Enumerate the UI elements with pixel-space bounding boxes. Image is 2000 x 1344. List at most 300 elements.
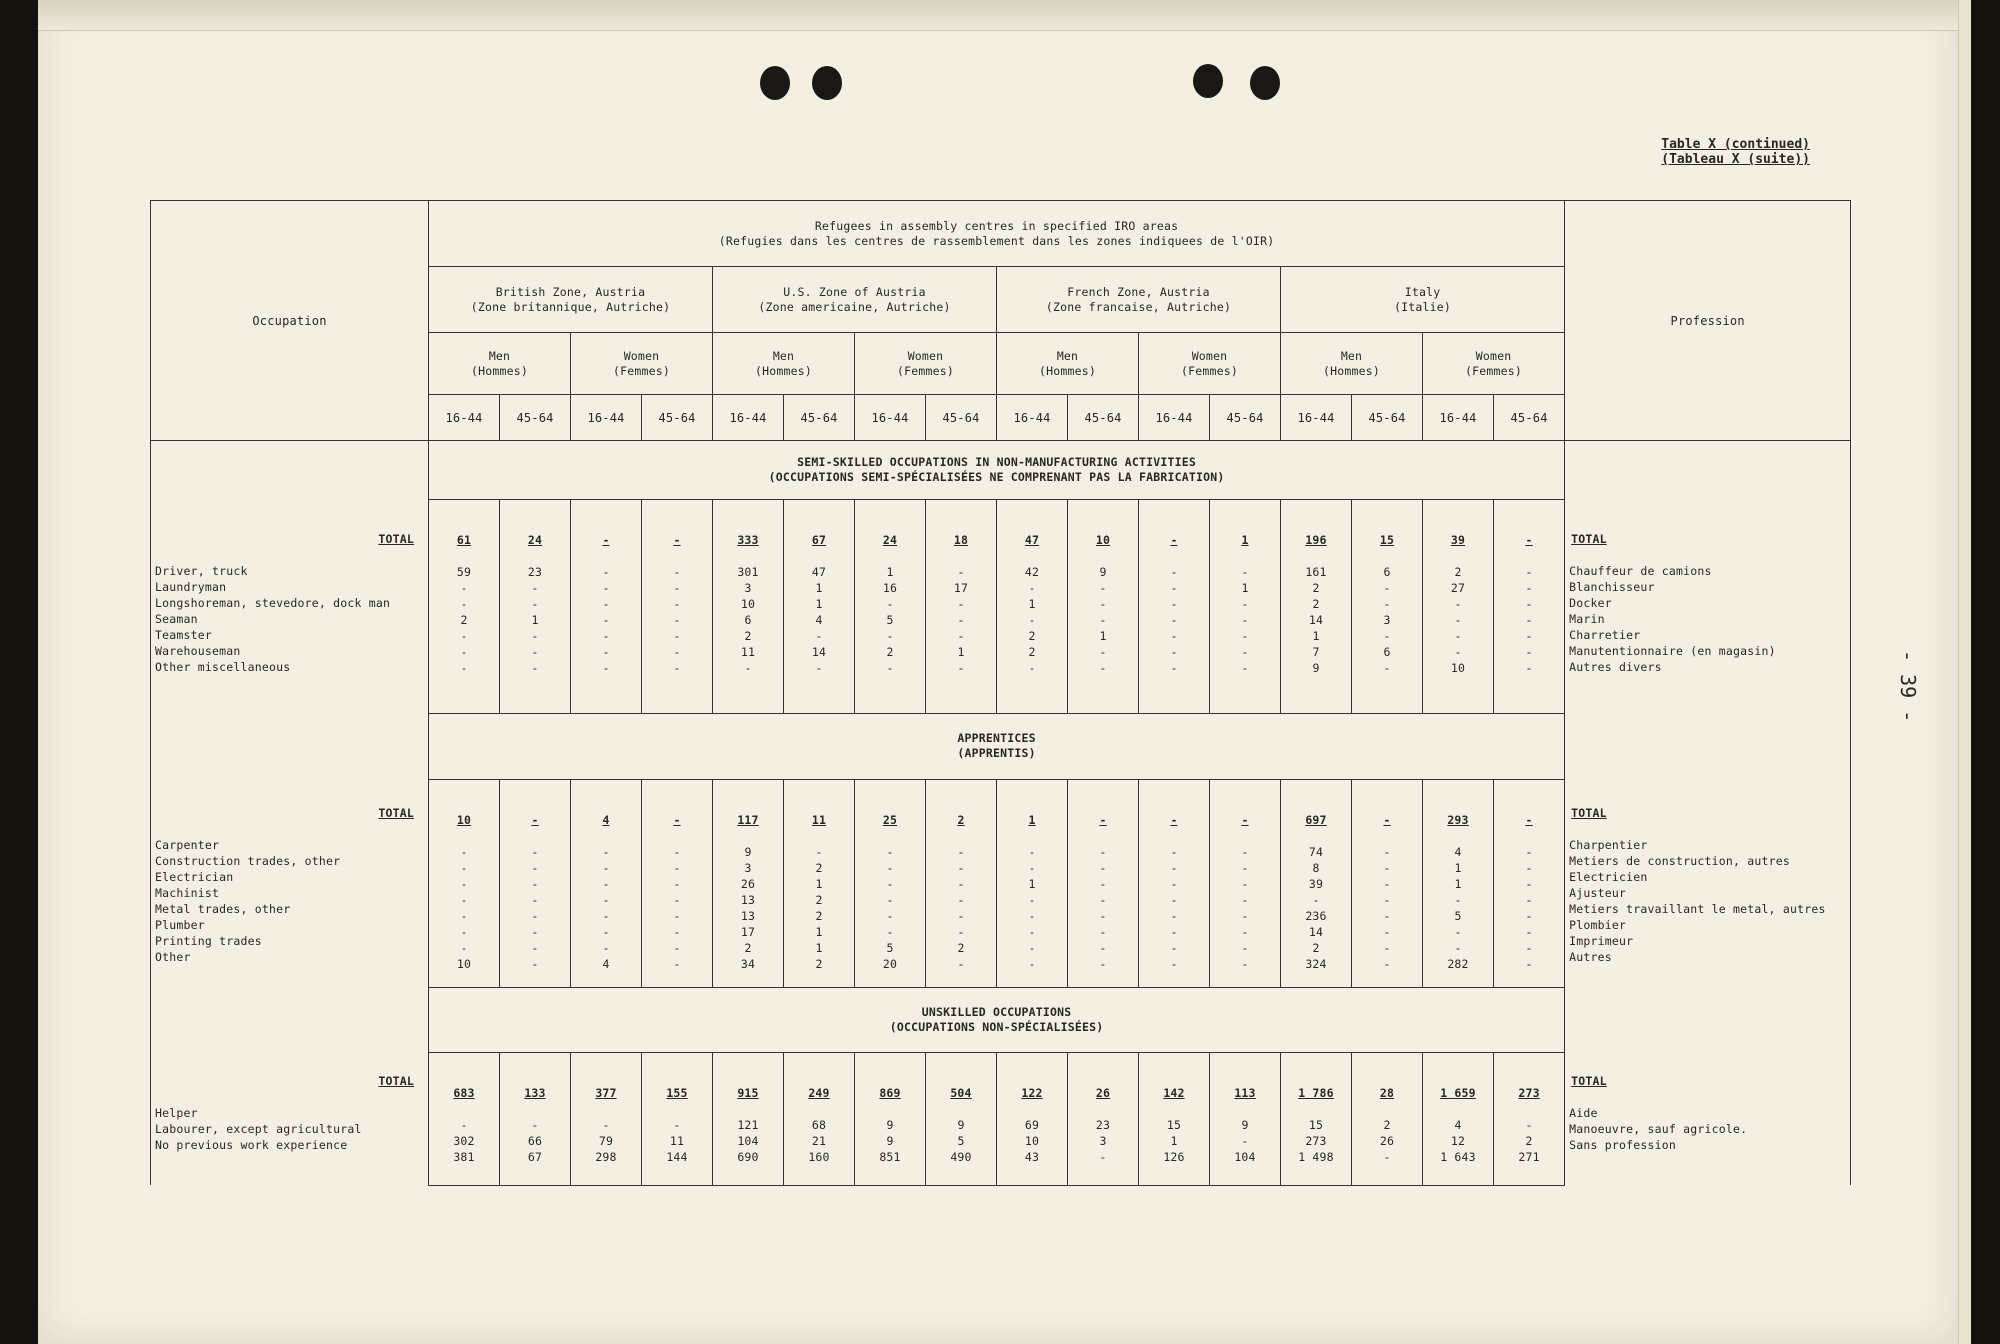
cell-value: - [1028,581,1036,596]
cell-value: - [1099,844,1107,859]
cell-value: - [1525,876,1533,891]
cell-value: 1 [957,645,965,660]
cell-value: - [602,908,610,923]
section-total-value: 683 [453,1085,475,1100]
profession-label: Docker [1569,596,1612,610]
section-total-value: - [673,812,681,827]
cell-value: - [1454,940,1462,955]
cell-value: - [1383,908,1391,923]
cell-value: 9 [1312,661,1320,676]
zone-name-en: U.S. Zone of Austria [783,284,926,299]
cell-value: - [957,629,965,644]
zone-name-fr: (Italie) [1394,299,1452,314]
section-total-value: - [673,533,681,548]
profession-header: Profession [1565,201,1851,441]
cell-value: 1 [815,924,823,939]
section-total-value: 196 [1305,533,1327,548]
zone-name-fr: (Zone francaise, Autriche) [1045,299,1232,314]
cell-value: - [815,661,823,676]
data-column-cell [784,500,855,714]
cell-value: - [1525,940,1533,955]
women-label-en: Women [1475,348,1512,363]
punch-hole [812,66,842,100]
data-column-cell [1068,500,1139,714]
punch-hole [760,66,790,100]
cell-value: - [1525,1117,1533,1132]
cell-value: - [531,629,539,644]
data-column-cell [1281,779,1352,987]
data-column-cell [571,1052,642,1185]
cell-value: 9 [886,1117,894,1132]
cell-value: - [673,876,681,891]
section-total-value: 4 [602,812,610,827]
cell-value: - [602,581,610,596]
data-column-cell [855,779,926,987]
cell-value: 5 [886,940,894,955]
cell-value: 1 [815,876,823,891]
cell-value: - [1241,860,1249,875]
cell-value: - [1454,613,1462,628]
cell-value: - [531,876,539,891]
cell-value: 2 [1312,581,1320,596]
profession-column-body [1565,441,1851,1186]
cell-value: - [1241,645,1249,660]
cell-value: - [673,844,681,859]
data-column-cell [1068,779,1139,987]
section-total-value: 697 [1305,812,1327,827]
data-column-cell [1494,500,1565,714]
cell-value: - [1454,629,1462,644]
cell-value: 2 [744,629,752,644]
men-header [429,333,571,395]
cell-value: - [1383,1149,1391,1164]
occupation-label: Machinist [155,886,220,900]
cell-value: 10 [456,956,472,971]
cell-value: 6 [744,613,752,628]
cell-value: 9 [1099,565,1107,580]
cell-value: - [1170,876,1178,891]
cell-value: - [673,908,681,923]
cell-value: 11 [740,645,756,660]
cell-value: - [531,940,539,955]
men-header [1281,333,1423,395]
cell-value: - [602,661,610,676]
cell-value: - [1525,613,1533,628]
data-column-cell [1281,500,1352,714]
cell-value: 298 [595,1149,617,1164]
cell-value: 1 [1028,597,1036,612]
cell-value: 2 [886,645,894,660]
section-title-fr: (OCCUPATIONS NON-SPÉCIALISÉES) [889,1019,1104,1034]
data-column-cell [855,500,926,714]
data-column-cell [500,1052,571,1185]
section-total-value: 249 [808,1085,830,1100]
cell-value: - [815,844,823,859]
cell-value: 1 643 [1440,1149,1476,1164]
data-column-cell [1423,500,1494,714]
section-total-value: - [531,812,539,827]
cell-value: - [1028,860,1036,875]
data-column-cell [1352,1052,1423,1185]
cell-value: - [602,860,610,875]
men-label-fr: (Hommes) [1323,363,1380,378]
section-total-value: - [1099,812,1107,827]
men-label-en: Men [1340,348,1363,363]
cell-value: - [1525,629,1533,644]
cell-value: 3 [1383,613,1391,628]
profession-label: Metiers de construction, autres [1569,854,1790,868]
data-column-cell [1494,1052,1565,1185]
zone-header [1281,267,1565,333]
cell-value: 690 [737,1149,759,1164]
cell-value: - [1525,892,1533,907]
section-total-label: TOTAL [378,1074,414,1088]
cell-value: - [1241,613,1249,628]
cell-value: - [1170,565,1178,580]
cell-value: 14 [1308,924,1324,939]
cell-value: - [673,613,681,628]
cell-value: 121 [737,1117,759,1132]
cell-value: 8 [1312,860,1320,875]
data-column-cell [1210,779,1281,987]
occupation-label: Teamster [155,628,212,642]
cell-value: - [460,860,468,875]
data-column-cell [713,779,784,987]
data-column-cell [1068,1052,1139,1185]
cell-value: 12 [1450,1133,1466,1148]
data-column-cell [500,779,571,987]
section-total-value: 18 [953,533,969,548]
cell-value: 4 [1454,844,1462,859]
cell-value: - [1170,661,1178,676]
cell-value: - [531,924,539,939]
cell-value: 66 [527,1133,543,1148]
cell-value: 68 [811,1117,827,1132]
age-group-16-44: 16-44 [429,395,500,441]
table-title-fr: (Refugies dans les centres de rassemblement dans les zones indiquees de l'OIR) [718,233,1275,248]
cell-value: - [1454,924,1462,939]
cell-value: 9 [957,1117,965,1132]
cell-value: - [957,613,965,628]
cell-value: - [1170,940,1178,955]
section-title [429,987,1565,1052]
section-total-label-fr: TOTAL [1571,1074,1607,1088]
cell-value: 26 [740,876,756,891]
cell-value: - [1525,645,1533,660]
data-column-cell [500,500,571,714]
profession-label: Ajusteur [1569,886,1627,900]
cell-value: - [1383,892,1391,907]
cell-value: 79 [598,1133,614,1148]
data-column-cell [926,1052,997,1185]
men-label-en: Men [488,348,511,363]
cell-value: 14 [811,645,827,660]
cell-value: 4 [1454,1117,1462,1132]
women-label-fr: (Femmes) [1181,363,1238,378]
cell-value: 17 [953,581,969,596]
age-group-16-44: 16-44 [855,395,926,441]
occupation-label: Helper [155,1106,198,1120]
data-column-cell [1210,500,1281,714]
cell-value: 2 [1028,629,1036,644]
cell-value: - [886,892,894,907]
cell-value: - [1170,613,1178,628]
section-total-value: 47 [1024,533,1040,548]
cell-value: 381 [453,1149,475,1164]
women-label-en: Women [623,348,660,363]
cell-value: 34 [740,956,756,971]
age-group-45-64: 45-64 [926,395,997,441]
table-reference-en: Table X (continued) [1661,137,1810,152]
zone-name-en: French Zone, Austria [1067,284,1210,299]
cell-value: 23 [1095,1117,1111,1132]
cell-value: - [460,645,468,660]
cell-value: - [886,876,894,891]
section-total-value: 133 [524,1085,546,1100]
cell-value: 271 [1518,1149,1540,1164]
cell-value: 7 [1312,645,1320,660]
table-reference [1661,137,1810,167]
cell-value: 13 [740,908,756,923]
section-total-value: 915 [737,1085,759,1100]
cell-value: - [957,860,965,875]
cell-value: - [957,956,965,971]
table-reference-fr: (Tableau X (suite)) [1661,152,1810,167]
cell-value: 324 [1305,956,1327,971]
cell-value: - [1383,581,1391,596]
data-column-cell [997,500,1068,714]
cell-value: 13 [740,892,756,907]
cell-value: 2 [1525,1133,1533,1148]
data-column-cell [1139,779,1210,987]
cell-value: - [460,844,468,859]
cell-value: - [460,597,468,612]
cell-value: 2 [815,860,823,875]
cell-value: - [602,1117,610,1132]
underlying-page [1958,0,1971,1344]
cell-value: - [1028,956,1036,971]
section-total-value: - [602,533,610,548]
section-total-value: 1 [1028,812,1036,827]
women-label-fr: (Femmes) [1465,363,1523,378]
zone-header [429,267,713,333]
cell-value: - [673,1117,681,1132]
cell-value: - [1028,924,1036,939]
occupation-header: Occupation [151,201,429,441]
data-column-cell [642,1052,713,1185]
cell-value: - [1241,1133,1249,1148]
cell-value: - [1525,581,1533,596]
cell-value: 27 [1450,581,1466,596]
section-total-value: 273 [1518,1085,1540,1100]
cell-value: - [460,892,468,907]
cell-value: - [602,645,610,660]
profession-label: Aide [1569,1106,1598,1120]
cell-value: - [531,860,539,875]
cell-value: 39 [1308,876,1324,891]
cell-value: 2 [815,892,823,907]
cell-value: - [1383,956,1391,971]
cell-value: 15 [1308,1117,1324,1132]
cell-value: - [1170,597,1178,612]
cell-value: - [1525,908,1533,923]
cell-value: - [460,908,468,923]
section-title [429,714,1565,779]
cell-value: - [460,940,468,955]
cell-value: 1 [1312,629,1320,644]
cell-value: - [673,581,681,596]
punch-hole [1250,66,1280,100]
cell-value: 43 [1024,1149,1040,1164]
cell-value: - [886,844,894,859]
cell-value: 6 [1383,565,1391,580]
cell-value: - [1454,597,1462,612]
section-total-value: 10 [1095,533,1111,548]
cell-value: 23 [527,565,543,580]
cell-value: - [1454,892,1462,907]
zone-header [713,267,997,333]
cell-value: 2 [815,956,823,971]
data-column-cell [571,779,642,987]
men-header [997,333,1139,395]
data-column-cell [784,779,855,987]
age-group-45-64: 45-64 [500,395,571,441]
section-total-value: - [1525,533,1533,548]
cell-value: 5 [957,1133,965,1148]
cell-value: - [602,892,610,907]
data-column-cell [429,500,500,714]
cell-value: 69 [1024,1117,1040,1132]
cell-value: - [886,661,894,676]
section-total-value: 2 [957,812,965,827]
section-total-value: 113 [1234,1085,1256,1100]
cell-value: - [460,661,468,676]
cell-value: - [531,1117,539,1132]
cell-value: - [531,908,539,923]
cell-value: - [1099,613,1107,628]
section-total-value: 869 [879,1085,901,1100]
section-total-label: TOTAL [378,532,414,546]
cell-value: - [1241,924,1249,939]
data-column-cell [1423,779,1494,987]
cell-value: 11 [669,1133,685,1148]
cell-value: - [1028,613,1036,628]
profession-label: Metiers travaillant le metal, autres [1569,902,1826,916]
cell-value: 9 [886,1133,894,1148]
section-total-value: 155 [666,1085,688,1100]
cell-value: 1 [1028,876,1036,891]
cell-value: - [1099,860,1107,875]
cell-value: - [673,924,681,939]
cell-value: - [673,661,681,676]
occupation-label: Electrician [155,870,234,884]
cell-value: - [1383,876,1391,891]
cell-value: - [957,844,965,859]
section-title-fr: (OCCUPATIONS SEMI-SPÉCIALISÉES NE COMPRENANT PAS LA FABRICATION) [768,470,1225,485]
cell-value: 851 [879,1149,901,1164]
refugee-occupation-table [150,200,1851,1186]
age-group-45-64: 45-64 [1210,395,1281,441]
cell-value: - [957,876,965,891]
cell-value: - [602,940,610,955]
table-title-en: Refugees in assembly centres in specified IRO areas [814,218,1179,233]
data-column-cell [784,1052,855,1185]
cell-value: 273 [1305,1133,1327,1148]
cell-value: - [1525,597,1533,612]
cell-value: - [1241,908,1249,923]
zone-name-en: British Zone, Austria [495,284,646,299]
cell-value: - [1028,908,1036,923]
age-group-16-44: 16-44 [997,395,1068,441]
profession-label: Blanchisseur [1569,580,1655,594]
cell-value: - [1170,892,1178,907]
cell-value: 2 [1028,645,1036,660]
section-total-value: - [1170,812,1178,827]
cell-value: - [1241,629,1249,644]
cell-value: - [531,892,539,907]
cell-value: - [1383,860,1391,875]
cell-value: - [1525,661,1533,676]
data-column-cell [642,500,713,714]
cell-value: - [673,597,681,612]
cell-value: - [744,661,752,676]
cell-value: 302 [453,1133,475,1148]
cell-value: 17 [740,924,756,939]
section-total-value: 117 [737,812,759,827]
cell-value: - [957,597,965,612]
section-total-value: 1 659 [1440,1085,1476,1100]
occupation-label: Carpenter [155,838,220,852]
cell-value: 490 [950,1149,972,1164]
occupation-label: Longshoreman, stevedore, dock man [155,596,391,610]
cell-value: 20 [882,956,898,971]
cell-value: - [1241,892,1249,907]
occupation-label: Other miscellaneous [155,660,291,674]
cell-value: - [957,924,965,939]
cell-value: - [1241,876,1249,891]
cell-value: 161 [1305,565,1327,580]
cell-value: 1 [815,597,823,612]
cell-value: - [1099,661,1107,676]
cell-value: - [1383,597,1391,612]
cell-value: 2 [1454,565,1462,580]
cell-value: - [531,956,539,971]
cell-value: - [460,876,468,891]
women-label-fr: (Femmes) [613,363,670,378]
profession-label: Autres divers [1569,660,1662,674]
data-column-cell [1494,779,1565,987]
data-column-cell [1210,1052,1281,1185]
cell-value: - [1099,956,1107,971]
cell-value: 5 [1454,908,1462,923]
cell-value: - [1454,645,1462,660]
cell-value: 144 [666,1149,688,1164]
cell-value: 160 [808,1149,830,1164]
section-total-value: 333 [737,533,759,548]
section-total-label: TOTAL [378,806,414,820]
occupation-label: Construction trades, other [155,854,341,868]
profession-label: Charretier [1569,628,1641,642]
data-column-cell [1139,1052,1210,1185]
cell-value: 2 [815,908,823,923]
cell-value: - [531,597,539,612]
cell-value: - [886,597,894,612]
cell-value: - [1241,844,1249,859]
section-total-value: - [1241,812,1249,827]
cell-value: 1 [1170,1133,1178,1148]
cell-value: 104 [1234,1149,1256,1164]
men-label-fr: (Hommes) [471,363,528,378]
